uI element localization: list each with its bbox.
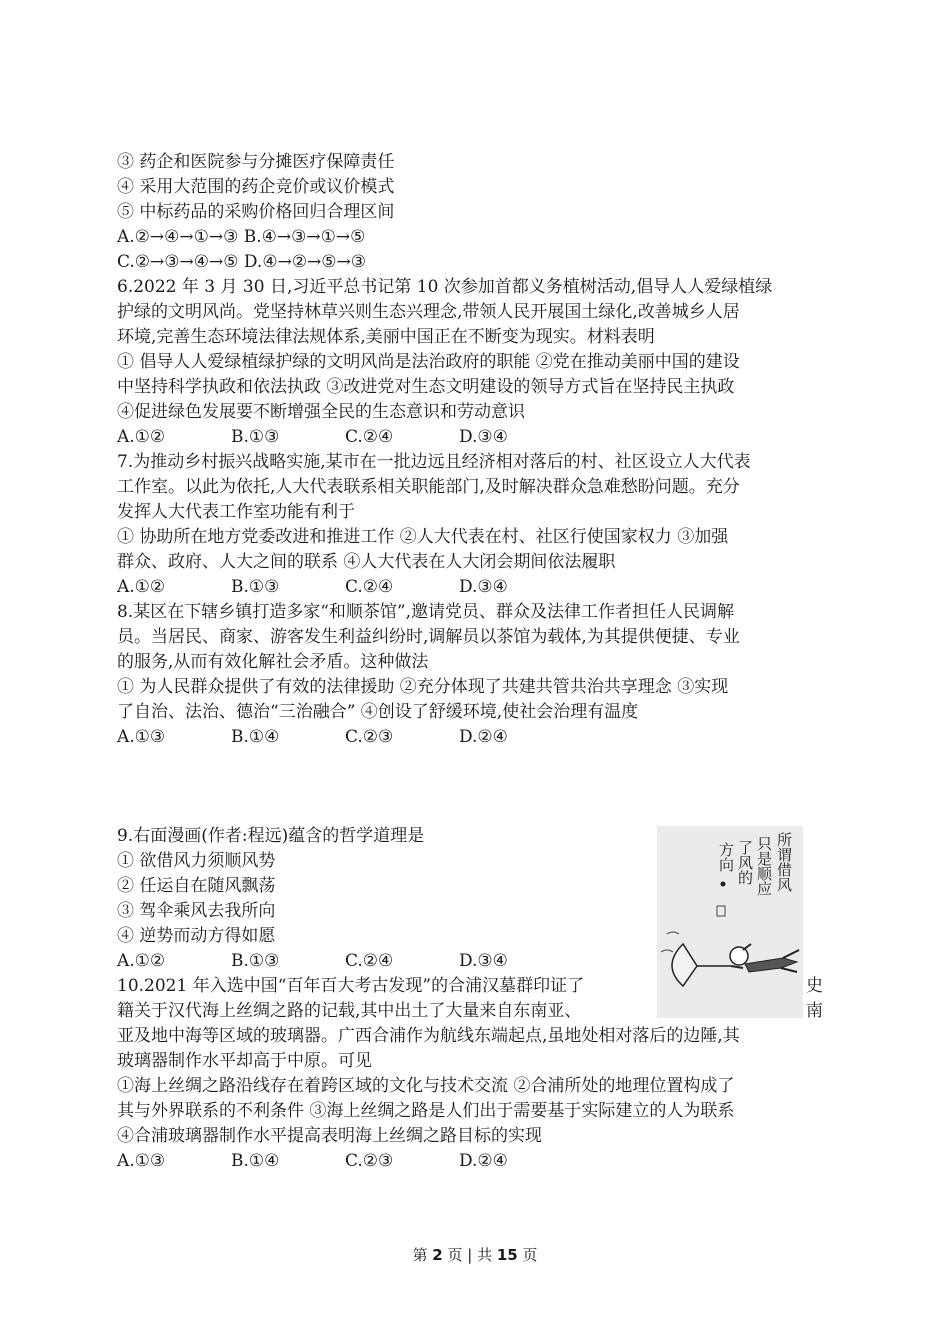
q10-stem-line-tail: 南 <box>806 1001 823 1021</box>
footer-page-number: 2 <box>432 1246 443 1264</box>
q10-statement-line: ①海上丝绸之路沿线存在着跨区域的文化与技术交流 ②合浦所处的地理位置构成了 <box>117 1076 735 1096</box>
person-head <box>730 947 748 965</box>
footer-mid: 页 | 共 <box>447 1246 493 1264</box>
q9-statement-3: ③ 驾伞乘风去我所向 <box>117 901 276 921</box>
q10-option-b: B.①④ <box>231 1151 280 1171</box>
q8-option-a: A.①③ <box>117 727 166 747</box>
q7-option-a: A.①② <box>117 577 166 597</box>
q7-stem-line: 发挥人大代表工作室功能有利于 <box>117 502 355 522</box>
q8-options <box>117 727 573 747</box>
caption-col-2: 只是顺应 <box>755 836 773 896</box>
wind-line <box>661 950 673 952</box>
q8-stem-line: 员。当居民、商家、游客发生利益纠纷时,调解员以茶馆为载体,为其提供便捷、专业 <box>117 627 740 647</box>
q7-option-d: D.③④ <box>459 577 508 597</box>
q5-choices-ab: A.②→④→①→③ B.④→③→①→⑤ <box>117 227 366 247</box>
q10-stem-line: 籍关于汉代海上丝绸之路的记载,其中出土了大量来自东南亚、 <box>117 1001 582 1021</box>
q6-option-a: A.①② <box>117 427 166 447</box>
q8-stem-line: 的服务,从而有效化解社会矛盾。这种做法 <box>117 652 429 672</box>
q7-stem-line: 7.为推动乡村振兴战略实施,某市在一批边远且经济相对落后的村、社区设立人大代表 <box>117 452 751 472</box>
q7-options <box>117 577 573 597</box>
q6-options <box>117 427 573 447</box>
q9-option-a: A.①② <box>117 951 166 971</box>
q9-statement-4: ④ 逆势而动方得如愿 <box>117 926 276 946</box>
umbrella-canopy <box>672 944 697 986</box>
q6-option-d: D.③④ <box>459 427 508 447</box>
dot-mark <box>721 882 726 887</box>
q7-stem-line: 工作室。以此为依托,人大代表联系相关职能部门,及时解决群众急难愁盼问题。充分 <box>117 477 740 497</box>
q10-statement-line: 其与外界联系的不利条件 ③海上丝绸之路是人们出于需要基于实际建立的人为联系 <box>117 1101 735 1121</box>
q5-option-5: ⑤ 中标药品的采购价格回归合理区间 <box>117 202 395 222</box>
q8-statement-line: ① 为人民群众提供了有效的法律援助 ②充分体现了共建共管共治共享理念 ③实现 <box>117 677 729 697</box>
seal-stamp <box>717 906 725 916</box>
footer-total-pages: 15 <box>496 1246 518 1264</box>
q6-stem-line: 6.2022 年 3 月 30 日,习近平总书记第 10 次参加首都义务植树活动,倡导人人爱绿植绿 <box>117 277 773 297</box>
q8-stem-line: 8.某区在下辖乡镇打造多家“和顺茶馆”,邀请党员、群众及法律工作者担任人民调解 <box>117 602 735 622</box>
q5-option-3: ③ 药企和医院参与分摊医疗保障责任 <box>117 152 395 172</box>
q9-stem-line: 9.右面漫画(作者:程远)蕴含的哲学道理是 <box>117 826 425 846</box>
q5-choices-cd: C.②→③→④→⑤ D.④→②→⑤→③ <box>117 252 367 272</box>
q9-options <box>117 951 573 971</box>
q6-option-c: C.②④ <box>345 427 394 447</box>
person-arm <box>731 966 743 968</box>
q6-option-b: B.①③ <box>231 427 280 447</box>
wind-line <box>667 932 679 934</box>
q9-statement-2: ② 任运自在随风飘荡 <box>117 876 276 896</box>
q6-statement-line: ④促进绿色发展要不断增强全民的生态意识和劳动意识 <box>117 402 525 422</box>
q9-option-d: D.③④ <box>459 951 508 971</box>
q6-stem-line: 护绿的文明风尚。党坚持林草兴则生态兴理念,带领人民开展国土绿化,改善城乡人居 <box>117 302 740 322</box>
q5-option-4: ④ 采用大范围的药企竞价或议价模式 <box>117 177 395 197</box>
q9-option-b: B.①③ <box>231 951 280 971</box>
q8-option-c: C.②③ <box>345 727 394 747</box>
q10-stem-line: 玻璃器制作水平却高于中原。可见 <box>117 1051 372 1071</box>
q10-statement-line: ④合浦玻璃器制作水平提高表明海上丝绸之路目标的实现 <box>117 1126 542 1146</box>
cartoon-drawing <box>657 826 803 1018</box>
q10-stem-line: 10.2021 年入选中国“百年百大考古发现”的合浦汉墓群印证了 <box>117 976 585 996</box>
page-footer <box>0 1244 950 1265</box>
q7-option-b: B.①③ <box>231 577 280 597</box>
q6-statement-line: 中坚持科学执政和依法执政 ③改进党对生态文明建设的领导方式旨在坚持民主执政 <box>117 377 735 397</box>
footer-suffix: 页 <box>522 1246 538 1264</box>
q8-option-d: D.②④ <box>459 727 508 747</box>
cartoon-image <box>657 826 803 1018</box>
q10-option-a: A.①③ <box>117 1151 166 1171</box>
q9-statement-1: ① 欲借风力须顺风势 <box>117 851 276 871</box>
q10-options <box>117 1151 573 1171</box>
q8-statement-line: 了自治、法治、德治“三治融合” ④创设了舒缓环境,使社会治理有温度 <box>117 702 639 722</box>
q10-option-d: D.②④ <box>459 1151 508 1171</box>
footer-prefix: 第 <box>412 1246 428 1264</box>
caption-col-4: 方向 <box>717 842 735 872</box>
person-hair <box>743 944 751 950</box>
q7-statement-line: ① 协助所在地方党委改进和推进工作 ②人大代表在村、社区行使国家权力 ③加强 <box>117 527 729 547</box>
q9-option-c: C.②④ <box>345 951 394 971</box>
person-leg <box>783 950 799 958</box>
q10-stem-line: 亚及地中海等区域的玻璃器。广西合浦作为航线东端起点,虽地处相对落后的边陲,其 <box>117 1026 740 1046</box>
q7-statement-line: 群众、政府、人大之间的联系 ④人大代表在人大闭会期间依法履职 <box>117 552 616 572</box>
q8-option-b: B.①④ <box>231 727 280 747</box>
q10-stem-line-tail: 史 <box>806 976 823 996</box>
q7-option-c: C.②④ <box>345 577 394 597</box>
q6-stem-line: 环境,完善生态环境法律法规体系,美丽中国正在不断变为现实。材料表明 <box>117 327 655 347</box>
caption-col-1: 所谓借风 <box>775 832 793 892</box>
q10-option-c: C.②③ <box>345 1151 394 1171</box>
person-leg <box>781 968 797 972</box>
caption-col-3: 了风的 <box>736 840 754 885</box>
q6-statement-line: ① 倡导人人爱绿植绿护绿的文明风尚是法治政府的职能 ②党在推动美丽中国的建设 <box>117 352 740 372</box>
